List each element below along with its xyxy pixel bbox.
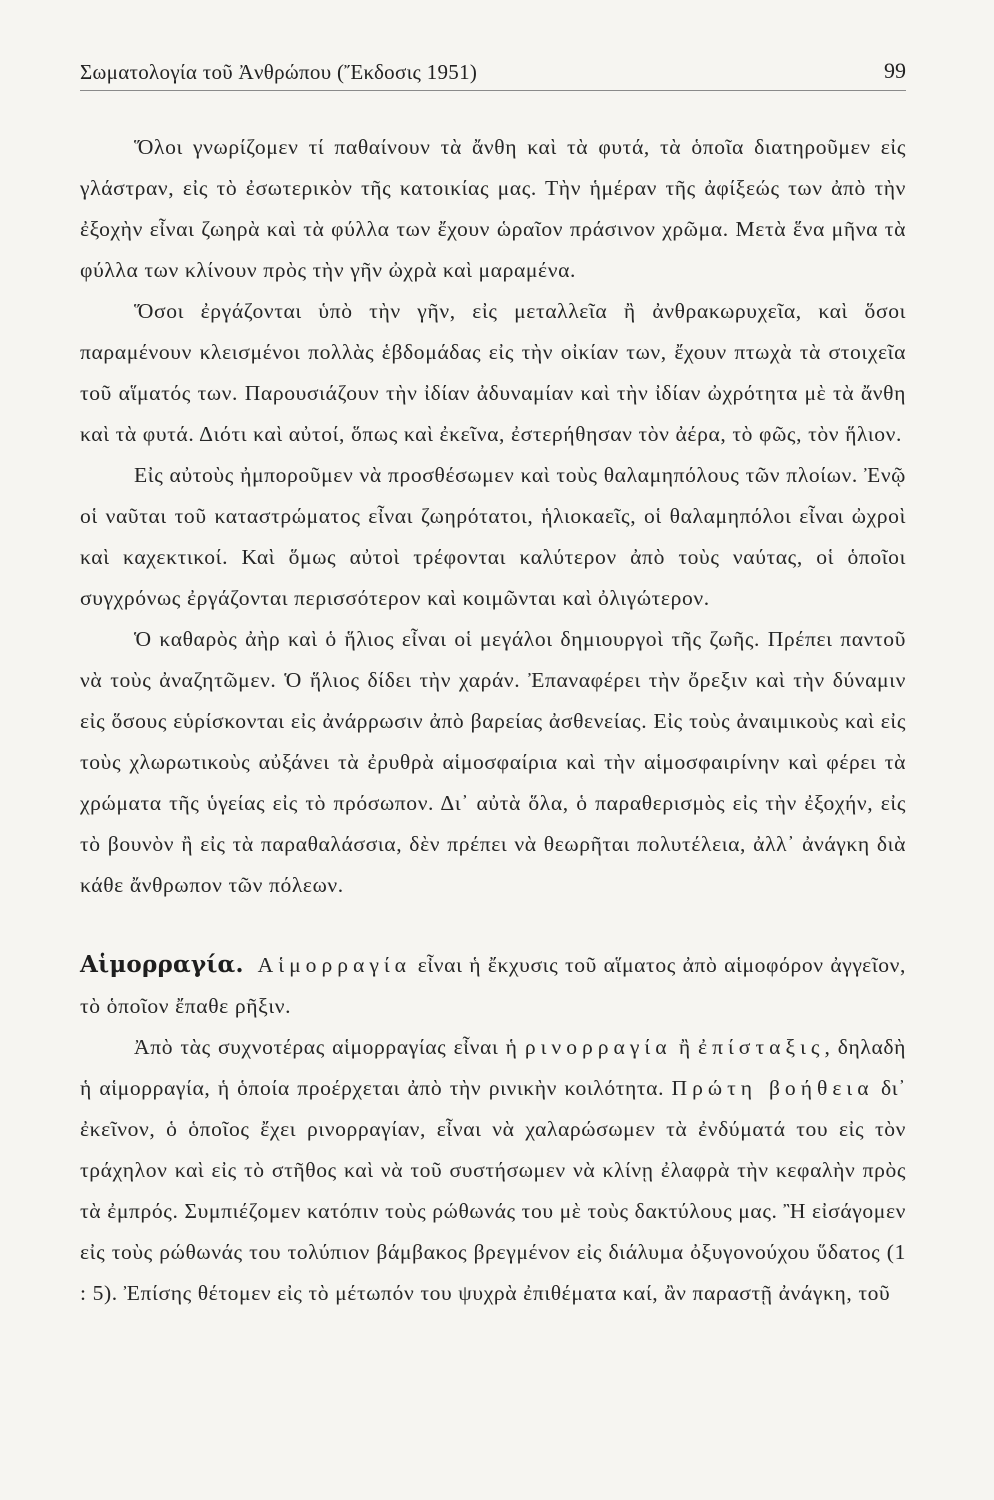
page-number: 99 [884, 58, 906, 83]
term-epistaxis: ἐπίσταξις [698, 1035, 825, 1059]
section-title: Αἱμορραγία. [80, 951, 244, 978]
text-segment: δι᾽ ἐκεῖνον, ὁ ὁποῖος ἔχει ρινορραγίαν, εἶναι νὰ χαλαρώσωμεν τὰ ἐνδύματά του εἰς τὸν τράχηλον καὶ εἰς τὸ στῆθος καὶ νὰ τοῦ συστήσωμεν νὰ κλίνῃ ἐλαφρὰ τὴν κεφαλὴν πρὸς τὰ ἐμπρός. Συμπιέζομεν κατόπιν τοὺς ρώθωνάς του μὲ τοὺς δακτύλους μας. Ἢ εἰσάγομεν εἰς τοὺς ρώθωνάς του τολύπιον βάμβακος βρεγμένον εἰς διάλυμα ὀξυγονούχου ὕδατος (1 : 5). Ἐπίσης θέτομεν εἰς τὸ μέτωπόν του ψυχρὰ ἐπιθέματα καί, ἂν παραστῇ ἀνάγκη, τοῦ [80, 1076, 906, 1305]
term-rhinorrhagia: ρινορραγία [524, 1035, 672, 1059]
section-intro-text: εἶναι ἡ ἔκχυσις τοῦ αἵματος ἀπὸ αἱμοφόρον ἀγγεῖον, τὸ ὁποῖον ἔπαθε ρῆξιν. [80, 953, 907, 1018]
paragraph-nosebleed [80, 1027, 906, 1314]
page-header [80, 58, 906, 91]
term-haemorrhage: Αἱμορραγία [257, 953, 411, 977]
text-segment: , δηλαδὴ ἡ αἱμορραγία, ἡ ὁποία προέρχεται ἀπὸ τὴν ρινικὴν κοιλότητα. [80, 1035, 907, 1100]
paragraph-underground-workers: Ὅσοι ἐργάζονται ὑπὸ τὴν γῆν, εἰς μεταλλεῖα ἢ ἀνθρακωρυχεῖα, καὶ ὅσοι παραμένουν κλεισμένοι πολλὰς ἑβδομάδας εἰς τὴν οἰκίαν των, ἔχουν πτωχὰ τὰ στοιχεῖα τοῦ αἵματός των. Παρουσιάζουν τὴν ἰδίαν ἀδυναμίαν καὶ τὴν ἰδίαν ὠχρότητα μὲ τὰ ἄνθη καὶ τὰ φυτά. Διότι καὶ αὐτοί, ὅπως καὶ ἐκεῖνα, ἐστερήθησαν τὸν ἀέρα, τὸ φῶς, τὸν ἥλιον. [80, 299, 906, 446]
term-first-aid: Πρώτη βοήθεια [671, 1076, 874, 1100]
page-body [80, 127, 906, 1314]
text-segment: ἢ [678, 1035, 691, 1059]
running-title: Σωματολογία τοῦ Ἀνθρώπου (Ἔκδοσις 1951) [80, 60, 478, 84]
section-intro-paragraph [80, 944, 906, 1027]
text-segment: Ἀπὸ τὰς συχνοτέρας αἱμορραγίας εἶναι ἡ [134, 1035, 518, 1059]
book-page [80, 58, 906, 1458]
paragraph-air-and-sun: Ὁ καθαρὸς ἀὴρ καὶ ὁ ἥλιος εἶναι οἱ μεγάλοι δημιουργοὶ τῆς ζωῆς. Πρέπει παντοῦ νὰ τοὺς ἀναζητῶμεν. Ὁ ἥλιος δίδει τὴν χαράν. Ἐπαναφέρει τὴν ὄρεξιν καὶ τὴν δύναμιν εἰς ὅσους εὑρίσκονται εἰς ἀνάρρωσιν ἀπὸ βαρείας ἀσθενείας. Εἰς τοὺς ἀναιμικοὺς καὶ εἰς τοὺς χλωρωτικοὺς αὐξάνει τὰ ἐρυθρὰ αἱμοσφαίρια καὶ τὴν αἱμοσφαιρίνην καὶ φέρει τὰ χρώματα τῆς ὑγείας εἰς τὸ πρόσωπον. Δι᾽ αὐτὰ ὅλα, ὁ παραθερισμὸς εἰς τὴν ἐξοχήν, εἰς τὸ βουνὸν ἢ εἰς τὰ παραθαλάσσια, δὲν πρέπει νὰ θεωρῆται πολυτέλεια, ἀλλ᾽ ἀνάγκη διὰ κάθε ἄνθρωπον τῶν πόλεων. [80, 627, 906, 897]
paragraph-stewards: Εἰς αὐτοὺς ἠμποροῦμεν νὰ προσθέσωμεν καὶ τοὺς θαλαμηπόλους τῶν πλοίων. Ἐνῷ οἱ ναῦται τοῦ καταστρώματος εἶναι ζωηρότατοι, ἡλιοκαεῖς, οἱ θαλαμηπόλοι εἶναι ὠχροὶ καὶ καχεκτικοί. Καὶ ὅμως αὐτοὶ τρέφονται καλύτερον ἀπὸ τοὺς ναύτας, οἱ ὁποῖοι συγχρόνως ἐργάζονται περισσότερον καὶ κοιμῶνται καὶ ὀλιγώτερον. [80, 463, 906, 610]
section-spacer [80, 906, 906, 944]
paragraph-plants: Ὅλοι γνωρίζομεν τί παθαίνουν τὰ ἄνθη καὶ τὰ φυτά, τὰ ὁποῖα διατηροῦμεν εἰς γλάστραν, εἰς τὸ ἐσωτερικὸν τῆς κατοικίας μας. Τὴν ἡμέραν τῆς ἀφίξεώς των ἀπὸ τὴν ἐξοχὴν εἶναι ζωηρὰ καὶ τὰ φύλλα των ἔχουν ὡραῖον πράσινον χρῶμα. Μετὰ ἕνα μῆνα τὰ φύλλα των κλίνουν πρὸς τὴν γῆν ὠχρὰ καὶ μαραμένα. [80, 135, 906, 282]
